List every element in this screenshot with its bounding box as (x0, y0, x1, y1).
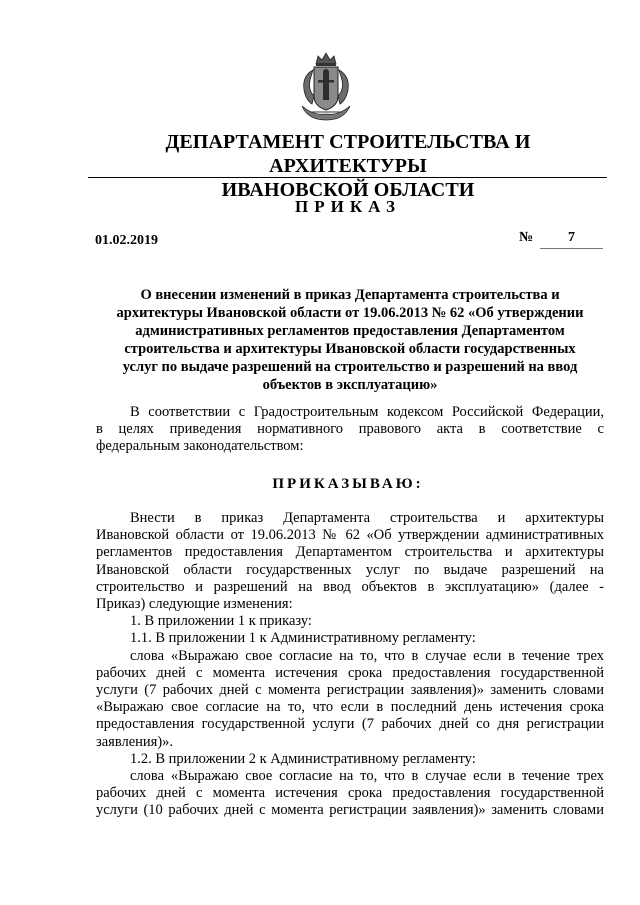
body-line: Внести в приказ Департамента строительства и архитектуры (130, 510, 604, 526)
body-line: «Выражаю свое согласие на то, что если в последний день истечения срока (96, 699, 604, 716)
subject-line: услуг по выдаче разрешений на строительство и разрешений на ввод (122, 359, 578, 375)
coat-of-arms-icon (296, 50, 356, 124)
body-line: 1.1. В приложении 1 к Административному регламенту: (130, 630, 476, 647)
body-line: слова «Выражаю свое согласие на то, что в случае если в течение трех (130, 768, 604, 785)
subject-line: строительства и архитектуры Ивановской области государственных (124, 341, 576, 357)
department-name (88, 130, 608, 202)
body-line: Ивановской области от 19.06.2013 № 62 «Об утверждении административных (96, 527, 604, 544)
preamble-line: федеральным законодательством: (96, 438, 304, 455)
body-line: услуги (10 рабочих дней с момента регистрации заявления)» заменить словами (96, 802, 604, 819)
body-line: 1. В приложении 1 к приказу: (130, 613, 312, 630)
subject-line: административных регламентов предоставления Департаментом (135, 323, 565, 339)
body-line: рабочих дней с момента истечения срока предоставления государственной (96, 664, 604, 681)
order-heading: ПРИКАЗЫВАЮ: (272, 476, 424, 492)
department-name-line1: ДЕПАРТАМЕНТ СТРОИТЕЛЬСТВА И АРХИТЕКТУРЫ (165, 131, 531, 177)
body-line: заявления)». (96, 733, 174, 750)
body-line: слова «Выражаю свое согласие на то, что в случае если в течение трех (130, 647, 604, 664)
body-line: предоставления государственной услуги (7 рабочих дней со дня регистрации (96, 716, 604, 733)
subject-line: О внесении изменений в приказ Департамента строительства и (140, 287, 560, 303)
body-line: регламентов предоставления Департаментом строительства и архитектуры (96, 544, 604, 561)
preamble-line: В соответствии с Градостроительным кодексом Российской Федерации, (130, 404, 604, 420)
document-type: ПРИКАЗ (295, 197, 401, 216)
preamble-line: в целях приведения нормативного правового акта в соответствие с (96, 421, 604, 438)
number-label: № (519, 230, 534, 245)
subject-line: объектов в эксплуатацию» (262, 377, 438, 393)
preamble (96, 404, 604, 456)
subject-line: архитектуры Ивановской области от 19.06.2013 № 62 «Об утверждении (116, 305, 584, 321)
body-line: рабочих дней с момента истечения срока предоставления государственной (96, 785, 604, 802)
document-date: 01.02.2019 (95, 233, 158, 248)
body-line: строительство и разрешений на ввод объектов в эксплуатацию» (далее - (96, 578, 604, 595)
document-number: 7 (540, 230, 603, 249)
body-line: 1.2. В приложении 2 к Административному регламенту: (130, 750, 476, 767)
document-subject (96, 286, 604, 394)
department-name-line2: ИВАНОВСКОЙ ОБЛАСТИ (221, 179, 475, 201)
header-divider (88, 177, 607, 178)
order-body (96, 510, 604, 820)
body-line: Приказ) следующие изменения: (96, 596, 293, 613)
body-line: Ивановской области государственных услуг по выдаче разрешений на (96, 561, 604, 578)
body-line: услуги (7 рабочих дней с момента регистрации заявления)» заменить словами (96, 682, 604, 699)
